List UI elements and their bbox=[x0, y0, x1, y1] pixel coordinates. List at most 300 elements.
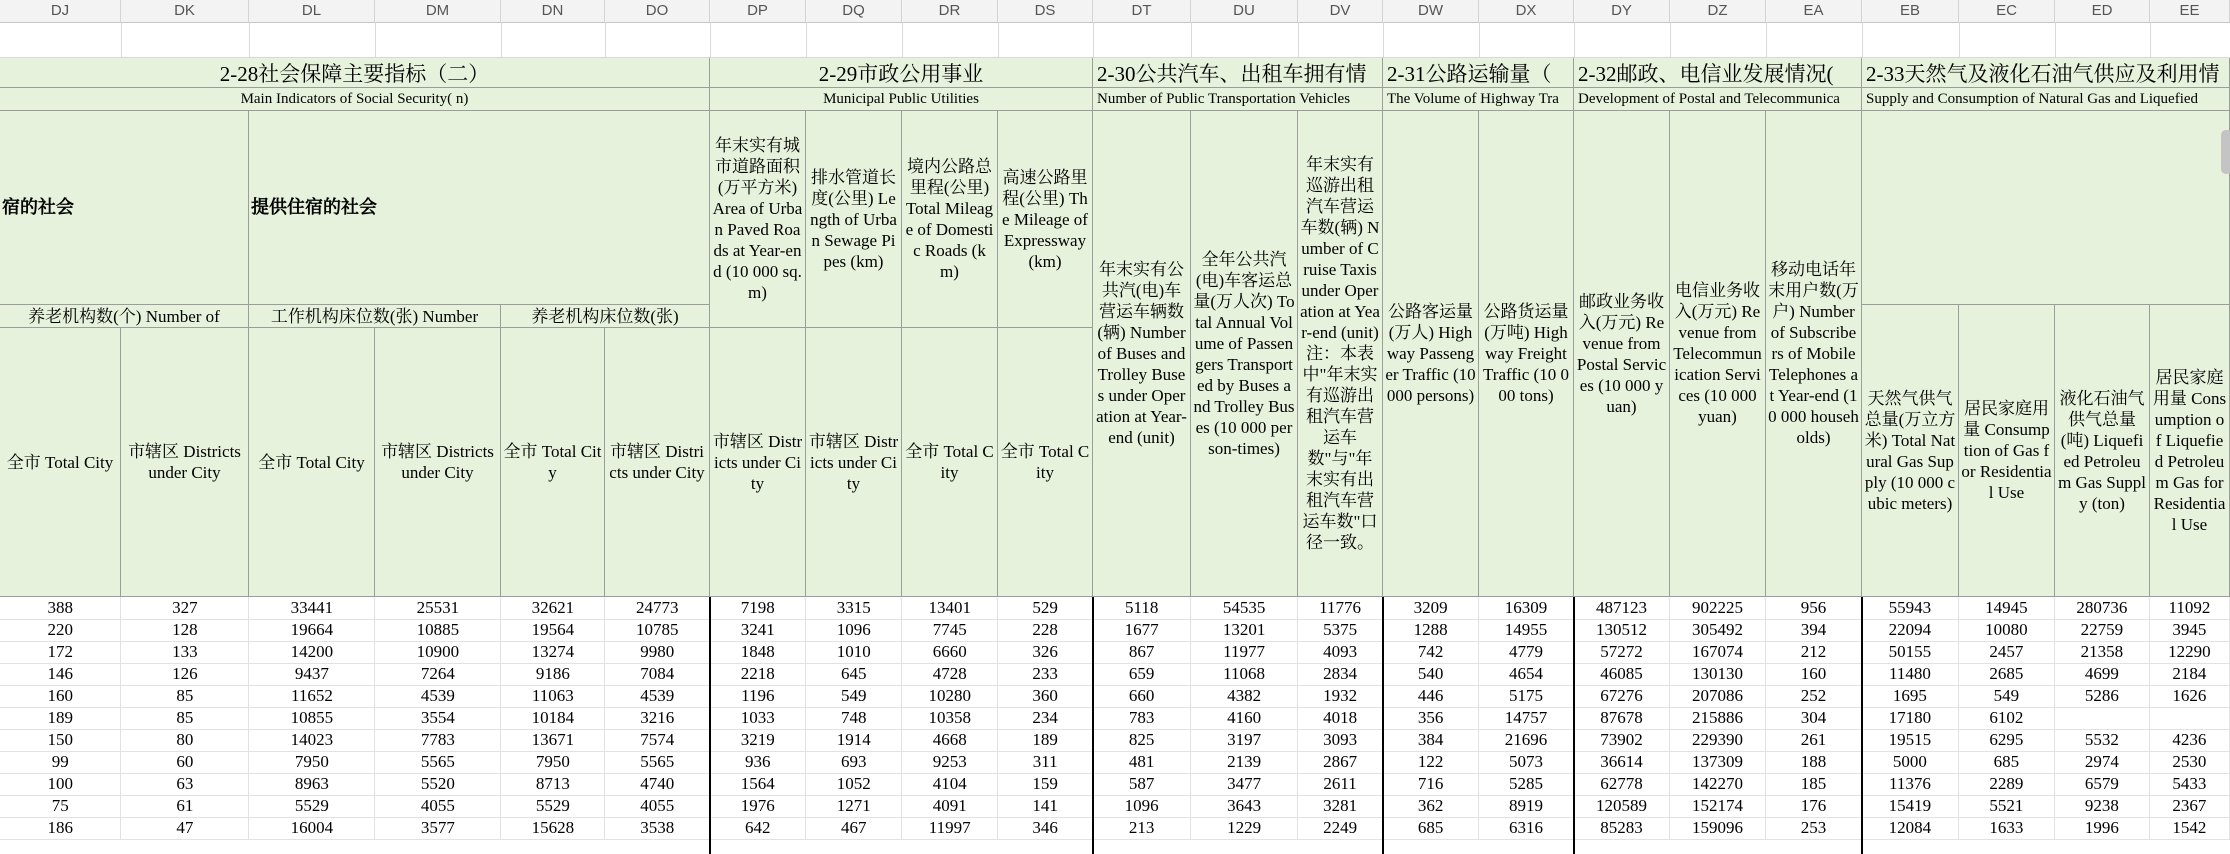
table-cell[interactable]: 50155 bbox=[1861, 641, 1958, 663]
column-letter-dx[interactable]: DX bbox=[1479, 0, 1574, 22]
header-total-city: 全市 Total City bbox=[0, 328, 121, 597]
table-cell[interactable]: 3093 bbox=[1298, 729, 1383, 751]
table-cell[interactable]: 3281 bbox=[1298, 795, 1383, 817]
table-cell[interactable]: 252 bbox=[1765, 685, 1861, 707]
table-cell[interactable]: 128 bbox=[121, 619, 249, 641]
table-cell[interactable]: 11376 bbox=[1861, 773, 1958, 795]
table-cell[interactable]: 2530 bbox=[2149, 751, 2229, 773]
table-cell[interactable]: 4091 bbox=[902, 795, 998, 817]
table-cell[interactable]: 659 bbox=[1093, 663, 1191, 685]
table-cell[interactable]: 160 bbox=[0, 685, 121, 707]
table-cell[interactable]: 4018 bbox=[1298, 707, 1383, 729]
table-cell[interactable]: 1271 bbox=[806, 795, 902, 817]
grid-line bbox=[605, 22, 606, 58]
table-cell[interactable]: 2611 bbox=[1298, 773, 1383, 795]
table-cell[interactable]: 4160 bbox=[1191, 707, 1298, 729]
table-cell[interactable]: 6295 bbox=[1958, 729, 2054, 751]
column-letter-dz[interactable]: DZ bbox=[1670, 0, 1766, 22]
table-cell[interactable]: 33441 bbox=[249, 597, 375, 619]
table-cell[interactable]: 4055 bbox=[605, 795, 710, 817]
table-cell[interactable]: 1932 bbox=[1298, 685, 1383, 707]
table-cell[interactable]: 1096 bbox=[1093, 795, 1191, 817]
table-cell[interactable]: 1542 bbox=[2149, 817, 2229, 839]
table-cell[interactable]: 2289 bbox=[1958, 773, 2054, 795]
table-row[interactable] bbox=[0, 751, 2230, 773]
table-cell[interactable]: 2249 bbox=[1298, 817, 1383, 839]
table-cell[interactable]: 5521 bbox=[1958, 795, 2054, 817]
table-cell[interactable]: 5000 bbox=[1861, 751, 1958, 773]
table-cell[interactable]: 62778 bbox=[1574, 773, 1670, 795]
table-cell[interactable]: 150 bbox=[0, 729, 121, 751]
table-cell[interactable]: 1052 bbox=[806, 773, 902, 795]
table-cell[interactable]: 7950 bbox=[249, 751, 375, 773]
table-cell[interactable]: 4382 bbox=[1191, 685, 1298, 707]
table-cell[interactable] bbox=[2149, 707, 2229, 729]
table-cell[interactable]: 11092 bbox=[2149, 597, 2229, 619]
table-row[interactable] bbox=[0, 729, 2230, 751]
grid-line bbox=[2055, 22, 2056, 58]
table-cell[interactable]: 748 bbox=[806, 707, 902, 729]
table-cell[interactable]: 356 bbox=[1383, 707, 1479, 729]
table-cell[interactable]: 160 bbox=[1765, 663, 1861, 685]
table-cell[interactable]: 467 bbox=[806, 817, 902, 839]
table-cell[interactable]: 660 bbox=[1093, 685, 1191, 707]
table-cell[interactable]: 32621 bbox=[501, 597, 605, 619]
header-sewage: 排水管道长度(公里) Length of Urban Sewage Pipes (km) bbox=[806, 111, 902, 328]
table-cell[interactable]: 10855 bbox=[249, 707, 375, 729]
grid-line bbox=[1959, 22, 1960, 58]
table-cell[interactable]: 85 bbox=[121, 685, 249, 707]
table-cell[interactable]: 122 bbox=[1383, 751, 1479, 773]
table-cell[interactable]: 24773 bbox=[605, 597, 710, 619]
table-cell[interactable]: 57272 bbox=[1574, 641, 1670, 663]
table-cell[interactable]: 21696 bbox=[1479, 729, 1574, 751]
table-cell[interactable]: 19664 bbox=[249, 619, 375, 641]
table-cell[interactable]: 388 bbox=[0, 597, 121, 619]
table-cell[interactable]: 141 bbox=[998, 795, 1093, 817]
table-cell[interactable]: 13401 bbox=[902, 597, 998, 619]
table-cell[interactable]: 783 bbox=[1093, 707, 1191, 729]
table-cell[interactable]: 10785 bbox=[605, 619, 710, 641]
table-cell[interactable]: 360 bbox=[998, 685, 1093, 707]
table-cell[interactable]: 936 bbox=[710, 751, 806, 773]
table-cell[interactable]: 19515 bbox=[1861, 729, 1958, 751]
table-cell[interactable]: 4104 bbox=[902, 773, 998, 795]
table-cell[interactable]: 253 bbox=[1765, 817, 1861, 839]
table-cell[interactable]: 11997 bbox=[902, 817, 998, 839]
table-cell[interactable]: 9437 bbox=[249, 663, 375, 685]
table-cell[interactable]: 13201 bbox=[1191, 619, 1298, 641]
table-cell[interactable]: 55943 bbox=[1861, 597, 1958, 619]
table-cell[interactable]: 1677 bbox=[1093, 619, 1191, 641]
header-total-city: 全市 Total City bbox=[902, 328, 998, 597]
table-cell[interactable]: 13274 bbox=[501, 641, 605, 663]
table-cell[interactable]: 120589 bbox=[1574, 795, 1670, 817]
table-cell[interactable]: 188 bbox=[1765, 751, 1861, 773]
table-cell[interactable]: 6660 bbox=[902, 641, 998, 663]
table-cell[interactable]: 8713 bbox=[501, 773, 605, 795]
table-cell[interactable]: 233 bbox=[998, 663, 1093, 685]
table-cell[interactable]: 67276 bbox=[1574, 685, 1670, 707]
table-cell[interactable]: 220 bbox=[0, 619, 121, 641]
table-cell[interactable]: 446 bbox=[1383, 685, 1479, 707]
table-cell[interactable]: 6102 bbox=[1958, 707, 2054, 729]
table-row[interactable] bbox=[0, 817, 2230, 839]
table-row[interactable] bbox=[0, 685, 2230, 707]
table-cell[interactable]: 176 bbox=[1765, 795, 1861, 817]
header-total-city: 全市 Total City bbox=[998, 328, 1093, 597]
section-separator bbox=[709, 597, 711, 854]
table-cell[interactable]: 7574 bbox=[605, 729, 710, 751]
table-cell[interactable]: 12084 bbox=[1861, 817, 1958, 839]
table-cell[interactable]: 1196 bbox=[710, 685, 806, 707]
table-cell[interactable]: 87678 bbox=[1574, 707, 1670, 729]
table-cell[interactable] bbox=[2054, 707, 2149, 729]
column-letter-dm[interactable]: DM bbox=[375, 0, 501, 22]
table-cell[interactable]: 3216 bbox=[605, 707, 710, 729]
table-cell[interactable]: 159096 bbox=[1669, 817, 1765, 839]
table-cell[interactable]: 146 bbox=[0, 663, 121, 685]
table-cell[interactable]: 9253 bbox=[902, 751, 998, 773]
table-cell[interactable]: 14200 bbox=[249, 641, 375, 663]
table-cell[interactable]: 10280 bbox=[902, 685, 998, 707]
column-letter-dt[interactable]: DT bbox=[1093, 0, 1191, 22]
table-cell[interactable]: 394 bbox=[1765, 619, 1861, 641]
table-cell[interactable]: 17180 bbox=[1861, 707, 1958, 729]
table-cell[interactable]: 685 bbox=[1958, 751, 2054, 773]
table-cell[interactable]: 14757 bbox=[1479, 707, 1574, 729]
table-cell[interactable]: 130512 bbox=[1574, 619, 1670, 641]
column-letter-ee[interactable]: EE bbox=[2150, 0, 2230, 22]
column-letter-dw[interactable]: DW bbox=[1383, 0, 1479, 22]
table-cell[interactable]: 1564 bbox=[710, 773, 806, 795]
table-cell[interactable]: 8919 bbox=[1479, 795, 1574, 817]
table-row[interactable] bbox=[0, 641, 2230, 663]
table-cell[interactable]: 185 bbox=[1765, 773, 1861, 795]
table-cell[interactable]: 5565 bbox=[605, 751, 710, 773]
table-cell[interactable]: 126 bbox=[121, 663, 249, 685]
table-cell[interactable]: 693 bbox=[806, 751, 902, 773]
table-cell[interactable]: 10885 bbox=[375, 619, 501, 641]
header-postal: 邮政业务收入(万元) Revenue from Postal Services (10 000 yuan) bbox=[1574, 111, 1670, 597]
table-cell[interactable]: 5565 bbox=[375, 751, 501, 773]
table-cell[interactable]: 10080 bbox=[1958, 619, 2054, 641]
table-cell[interactable]: 7264 bbox=[375, 663, 501, 685]
table-cell[interactable]: 213 bbox=[1093, 817, 1191, 839]
table-cell[interactable]: 189 bbox=[0, 707, 121, 729]
table-cell[interactable]: 549 bbox=[1958, 685, 2054, 707]
column-letter-du[interactable]: DU bbox=[1191, 0, 1298, 22]
table-cell[interactable]: 5286 bbox=[2054, 685, 2149, 707]
grid-line bbox=[1574, 22, 1575, 58]
header-total-city: 全市 Total City bbox=[501, 328, 605, 597]
table-cell[interactable]: 167074 bbox=[1669, 641, 1765, 663]
table-cell[interactable]: 304 bbox=[1765, 707, 1861, 729]
table-cell[interactable]: 14945 bbox=[1958, 597, 2054, 619]
table-cell[interactable]: 22094 bbox=[1861, 619, 1958, 641]
table-cell[interactable]: 85 bbox=[121, 707, 249, 729]
column-letter-dn[interactable]: DN bbox=[501, 0, 605, 22]
table-cell[interactable]: 11063 bbox=[501, 685, 605, 707]
table-cell[interactable]: 3945 bbox=[2149, 619, 2229, 641]
table-cell[interactable]: 305492 bbox=[1669, 619, 1765, 641]
table-cell[interactable]: 311 bbox=[998, 751, 1093, 773]
table-cell[interactable]: 1914 bbox=[806, 729, 902, 751]
column-letter-dl[interactable]: DL bbox=[249, 0, 375, 22]
table-cell[interactable]: 11652 bbox=[249, 685, 375, 707]
table-cell[interactable]: 956 bbox=[1765, 597, 1861, 619]
table-cell[interactable]: 3209 bbox=[1383, 597, 1479, 619]
table-cell[interactable]: 1010 bbox=[806, 641, 902, 663]
empty-row bbox=[0, 22, 2230, 58]
table-cell[interactable]: 1096 bbox=[806, 619, 902, 641]
table-cell[interactable]: 6579 bbox=[2054, 773, 2149, 795]
table-cell[interactable]: 10184 bbox=[501, 707, 605, 729]
table-cell[interactable]: 3219 bbox=[710, 729, 806, 751]
table-cell[interactable]: 215886 bbox=[1669, 707, 1765, 729]
header-pension-count: 养老机构数(个) Number of bbox=[0, 305, 249, 328]
table-cell[interactable]: 133 bbox=[121, 641, 249, 663]
table-cell[interactable]: 85283 bbox=[1574, 817, 1670, 839]
table-cell[interactable]: 5433 bbox=[2149, 773, 2229, 795]
column-letter-dq[interactable]: DQ bbox=[806, 0, 902, 22]
column-letter-dr[interactable]: DR bbox=[902, 0, 998, 22]
table-cell[interactable]: 5118 bbox=[1093, 597, 1191, 619]
table-cell[interactable]: 2867 bbox=[1298, 751, 1383, 773]
table-cell[interactable]: 685 bbox=[1383, 817, 1479, 839]
table-row[interactable] bbox=[0, 707, 2230, 729]
table-cell[interactable]: 61 bbox=[121, 795, 249, 817]
table-cell[interactable]: 2834 bbox=[1298, 663, 1383, 685]
table-cell[interactable]: 3197 bbox=[1191, 729, 1298, 751]
table-cell[interactable]: 60 bbox=[121, 751, 249, 773]
table-cell[interactable]: 645 bbox=[806, 663, 902, 685]
header-social-services-b: 提供住宿的社会 bbox=[249, 111, 710, 305]
table-cell[interactable]: 10358 bbox=[902, 707, 998, 729]
table-cell[interactable]: 21358 bbox=[2054, 641, 2149, 663]
table-cell[interactable]: 4236 bbox=[2149, 729, 2229, 751]
table-cell[interactable]: 4779 bbox=[1479, 641, 1574, 663]
table-cell[interactable]: 4668 bbox=[902, 729, 998, 751]
column-letter-do[interactable]: DO bbox=[605, 0, 710, 22]
header-highway-passenger: 公路客运量(万人) Highway Passenger Traffic (10 000 persons) bbox=[1383, 111, 1479, 597]
table-cell[interactable]: 14955 bbox=[1479, 619, 1574, 641]
table-cell[interactable]: 15419 bbox=[1861, 795, 1958, 817]
table-cell[interactable]: 3538 bbox=[605, 817, 710, 839]
table-cell[interactable]: 384 bbox=[1383, 729, 1479, 751]
column-letter-dv[interactable]: DV bbox=[1298, 0, 1383, 22]
table-cell[interactable]: 130130 bbox=[1669, 663, 1765, 685]
table-cell[interactable]: 14023 bbox=[249, 729, 375, 751]
table-cell[interactable]: 3315 bbox=[806, 597, 902, 619]
table-cell[interactable]: 25531 bbox=[375, 597, 501, 619]
table-cell[interactable]: 5073 bbox=[1479, 751, 1574, 773]
table-cell[interactable]: 10900 bbox=[375, 641, 501, 663]
table-cell[interactable]: 6316 bbox=[1479, 817, 1574, 839]
table-cell[interactable]: 9186 bbox=[501, 663, 605, 685]
table-cell[interactable]: 16309 bbox=[1479, 597, 1574, 619]
column-letter-ed[interactable]: ED bbox=[2055, 0, 2150, 22]
table-cell[interactable]: 1626 bbox=[2149, 685, 2229, 707]
column-letter-eb[interactable]: EB bbox=[1862, 0, 1959, 22]
table-cell[interactable]: 1848 bbox=[710, 641, 806, 663]
table-cell[interactable]: 4654 bbox=[1479, 663, 1574, 685]
table-cell[interactable]: 1033 bbox=[710, 707, 806, 729]
table-cell[interactable]: 63 bbox=[121, 773, 249, 795]
table-cell[interactable]: 1633 bbox=[1958, 817, 2054, 839]
table-cell[interactable]: 902225 bbox=[1669, 597, 1765, 619]
table-cell[interactable]: 47 bbox=[121, 817, 249, 839]
table-cell[interactable]: 16004 bbox=[249, 817, 375, 839]
data-table[interactable] bbox=[0, 597, 2230, 840]
column-letter-ea[interactable]: EA bbox=[1766, 0, 1862, 22]
table-cell[interactable]: 8963 bbox=[249, 773, 375, 795]
table-cell[interactable]: 529 bbox=[998, 597, 1093, 619]
table-cell[interactable]: 742 bbox=[1383, 641, 1479, 663]
table-cell[interactable]: 46085 bbox=[1574, 663, 1670, 685]
table-cell[interactable]: 7783 bbox=[375, 729, 501, 751]
table-cell[interactable]: 54535 bbox=[1191, 597, 1298, 619]
table-cell[interactable]: 1976 bbox=[710, 795, 806, 817]
table-cell[interactable]: 4055 bbox=[375, 795, 501, 817]
table-cell[interactable]: 261 bbox=[1765, 729, 1861, 751]
table-cell[interactable]: 11776 bbox=[1298, 597, 1383, 619]
table-cell[interactable]: 99 bbox=[0, 751, 121, 773]
column-header-bar bbox=[0, 0, 2230, 23]
table-cell[interactable]: 2184 bbox=[2149, 663, 2229, 685]
column-letter-dk[interactable]: DK bbox=[121, 0, 249, 22]
header-total-city: 全市 Total City bbox=[249, 328, 375, 597]
table-cell[interactable]: 4728 bbox=[902, 663, 998, 685]
table-cell[interactable]: 4539 bbox=[605, 685, 710, 707]
table-cell[interactable]: 549 bbox=[806, 685, 902, 707]
table-cell[interactable]: 3643 bbox=[1191, 795, 1298, 817]
table-cell[interactable]: 3554 bbox=[375, 707, 501, 729]
table-cell[interactable]: 5529 bbox=[249, 795, 375, 817]
table-cell[interactable]: 12290 bbox=[2149, 641, 2229, 663]
table-cell[interactable]: 2457 bbox=[1958, 641, 2054, 663]
table-cell[interactable]: 4740 bbox=[605, 773, 710, 795]
header-telecom: 电信业务收入(万元) Revenue from Telecommunication Services (10 000 yuan) bbox=[1670, 111, 1766, 597]
table-cell[interactable]: 3241 bbox=[710, 619, 806, 641]
table-cell[interactable]: 4539 bbox=[375, 685, 501, 707]
table-cell[interactable]: 100 bbox=[0, 773, 121, 795]
table-cell[interactable]: 137309 bbox=[1669, 751, 1765, 773]
table-cell[interactable]: 11068 bbox=[1191, 663, 1298, 685]
table-cell[interactable]: 3477 bbox=[1191, 773, 1298, 795]
header-highway-freight: 公路货运量(万吨) Highway Freight Traffic (10 000 tons) bbox=[1479, 111, 1574, 597]
table-cell[interactable]: 7198 bbox=[710, 597, 806, 619]
table-cell[interactable]: 642 bbox=[710, 817, 806, 839]
table-cell[interactable]: 5285 bbox=[1479, 773, 1574, 795]
table-row[interactable] bbox=[0, 773, 2230, 795]
column-letter-dj[interactable]: DJ bbox=[0, 0, 121, 22]
table-cell[interactable]: 11977 bbox=[1191, 641, 1298, 663]
column-letter-dp[interactable]: DP bbox=[710, 0, 806, 22]
table-cell[interactable]: 22759 bbox=[2054, 619, 2149, 641]
table-cell[interactable]: 326 bbox=[998, 641, 1093, 663]
table-cell[interactable]: 280736 bbox=[2054, 597, 2149, 619]
table-cell[interactable]: 11480 bbox=[1861, 663, 1958, 685]
table-cell[interactable]: 212 bbox=[1765, 641, 1861, 663]
table-cell[interactable]: 327 bbox=[121, 597, 249, 619]
table-cell[interactable]: 7745 bbox=[902, 619, 998, 641]
table-cell[interactable]: 1229 bbox=[1191, 817, 1298, 839]
table-cell[interactable]: 716 bbox=[1383, 773, 1479, 795]
table-cell[interactable]: 7950 bbox=[501, 751, 605, 773]
table-cell[interactable]: 7084 bbox=[605, 663, 710, 685]
table-cell[interactable]: 9238 bbox=[2054, 795, 2149, 817]
table-cell[interactable]: 159 bbox=[998, 773, 1093, 795]
table-cell[interactable]: 487123 bbox=[1574, 597, 1670, 619]
table-cell[interactable]: 5175 bbox=[1479, 685, 1574, 707]
table-cell[interactable]: 540 bbox=[1383, 663, 1479, 685]
table-cell[interactable]: 234 bbox=[998, 707, 1093, 729]
table-cell[interactable]: 13671 bbox=[501, 729, 605, 751]
section-subtitle-s31: The Volume of Highway Tra bbox=[1383, 88, 1574, 111]
table-row[interactable] bbox=[0, 795, 2230, 817]
table-row[interactable] bbox=[0, 663, 2230, 685]
table-cell[interactable]: 3577 bbox=[375, 817, 501, 839]
table-cell[interactable]: 73902 bbox=[1574, 729, 1670, 751]
table-cell[interactable]: 867 bbox=[1093, 641, 1191, 663]
table-cell[interactable]: 207086 bbox=[1669, 685, 1765, 707]
table-cell[interactable]: 172 bbox=[0, 641, 121, 663]
table-row[interactable] bbox=[0, 619, 2230, 641]
table-row[interactable] bbox=[0, 597, 2230, 619]
table-cell[interactable]: 36614 bbox=[1574, 751, 1670, 773]
table-cell[interactable]: 189 bbox=[998, 729, 1093, 751]
section-separator bbox=[1382, 597, 1384, 854]
table-cell[interactable]: 229390 bbox=[1669, 729, 1765, 751]
table-cell[interactable]: 2367 bbox=[2149, 795, 2229, 817]
table-cell[interactable]: 5529 bbox=[501, 795, 605, 817]
table-cell[interactable]: 1695 bbox=[1861, 685, 1958, 707]
table-cell[interactable]: 5375 bbox=[1298, 619, 1383, 641]
section-subtitle-s29: Municipal Public Utilities bbox=[710, 88, 1093, 111]
table-cell[interactable]: 1996 bbox=[2054, 817, 2149, 839]
table-cell[interactable]: 825 bbox=[1093, 729, 1191, 751]
table-cell[interactable]: 362 bbox=[1383, 795, 1479, 817]
table-cell[interactable]: 2685 bbox=[1958, 663, 2054, 685]
column-letter-dy[interactable]: DY bbox=[1574, 0, 1670, 22]
table-cell[interactable]: 4093 bbox=[1298, 641, 1383, 663]
table-cell[interactable]: 75 bbox=[0, 795, 121, 817]
table-cell[interactable]: 19564 bbox=[501, 619, 605, 641]
table-cell[interactable]: 5532 bbox=[2054, 729, 2149, 751]
column-letter-ds[interactable]: DS bbox=[998, 0, 1093, 22]
grid-line bbox=[1093, 22, 1094, 58]
table-cell[interactable]: 346 bbox=[998, 817, 1093, 839]
table-cell[interactable]: 80 bbox=[121, 729, 249, 751]
table-cell[interactable]: 481 bbox=[1093, 751, 1191, 773]
scrollbar-thumb[interactable] bbox=[2221, 130, 2230, 174]
column-letter-ec[interactable]: EC bbox=[1959, 0, 2055, 22]
table-cell[interactable]: 142270 bbox=[1669, 773, 1765, 795]
table-cell[interactable]: 186 bbox=[0, 817, 121, 839]
table-cell[interactable]: 1288 bbox=[1383, 619, 1479, 641]
table-cell[interactable]: 152174 bbox=[1669, 795, 1765, 817]
table-cell[interactable]: 9980 bbox=[605, 641, 710, 663]
table-cell[interactable]: 2139 bbox=[1191, 751, 1298, 773]
table-cell[interactable]: 587 bbox=[1093, 773, 1191, 795]
table-cell[interactable]: 5520 bbox=[375, 773, 501, 795]
table-cell[interactable]: 4699 bbox=[2054, 663, 2149, 685]
table-cell[interactable]: 15628 bbox=[501, 817, 605, 839]
table-cell[interactable]: 2218 bbox=[710, 663, 806, 685]
table-cell[interactable]: 2974 bbox=[2054, 751, 2149, 773]
table-cell[interactable]: 228 bbox=[998, 619, 1093, 641]
